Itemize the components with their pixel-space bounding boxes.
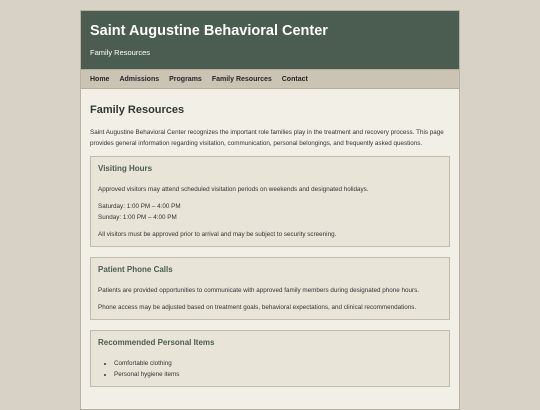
nav-contact[interactable]: Contact bbox=[281, 75, 308, 83]
page-container bbox=[80, 10, 460, 410]
personal-items-section bbox=[90, 330, 450, 387]
list-item: • Comfortable clothing bbox=[114, 358, 442, 369]
visiting-text: Approved visitors may attend scheduled visitation periods on weekends and designated holidays. bbox=[98, 186, 369, 193]
phone-calls-section bbox=[90, 257, 450, 320]
site-subtitle: Family Resources bbox=[90, 48, 151, 57]
saturday-hours: Saturday: 1:00 PM – 4:00 PM bbox=[98, 203, 181, 210]
intro-text: Saint Augustine Behavioral Center recognizes the important role families play in the treatment and recovery process. This page provides general information regarding visitation, communication, personal belongings, and frequently asked questions. bbox=[90, 129, 444, 147]
visiting-hours-title: Visiting Hours bbox=[98, 164, 153, 173]
phone-text-1: Patients are provided opportunities to communicate with approved family members during designated phone hours. bbox=[98, 287, 419, 294]
nav-home[interactable]: Home bbox=[90, 75, 110, 83]
nav-family-resources[interactable]: Family Resources bbox=[211, 75, 272, 83]
nav-admissions[interactable]: Admissions bbox=[119, 75, 160, 83]
main-content bbox=[81, 89, 459, 387]
site-title: Saint Augustine Behavioral Center bbox=[90, 23, 328, 39]
main-nav bbox=[81, 69, 459, 89]
phone-text-2: Phone access may be adjusted based on treatment goals, behavioral expectations, and clinical recommendations. bbox=[98, 304, 417, 311]
page-title: Family Resources bbox=[90, 104, 185, 116]
personal-items-list bbox=[98, 358, 442, 380]
visitor-approval-text: All visitors must be approved prior to arrival and may be subject to security screening. bbox=[98, 231, 337, 238]
nav-programs[interactable]: Programs bbox=[169, 75, 202, 83]
visiting-hours-section bbox=[90, 156, 450, 247]
sunday-hours: Sunday: 1:00 PM – 4:00 PM bbox=[98, 214, 177, 221]
list-item: • Personal hygiene items bbox=[114, 369, 442, 380]
site-header bbox=[81, 11, 459, 69]
phone-calls-title: Patient Phone Calls bbox=[98, 265, 173, 274]
personal-items-title: Recommended Personal Items bbox=[98, 338, 215, 347]
